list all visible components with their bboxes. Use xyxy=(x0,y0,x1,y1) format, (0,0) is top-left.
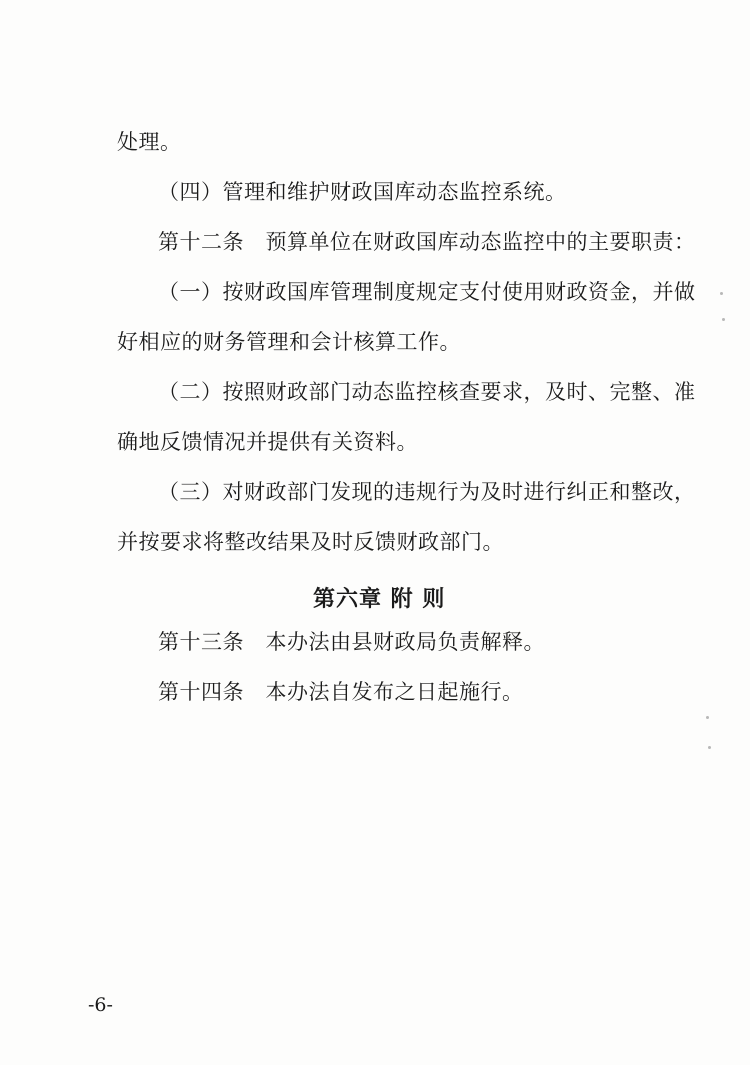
text-line-1: 处理。 xyxy=(117,130,182,154)
text-line-6: （二）按照财政部门动态监控核查要求，及时、完整、准 xyxy=(158,380,696,404)
article-12-heading: 第十二条 预算单位在财政国库动态监控中的主要职责： xyxy=(158,230,696,254)
scan-speck xyxy=(706,716,709,719)
scan-speck xyxy=(720,292,723,295)
text-line-7: 确地反馈情况并提供有关资料。 xyxy=(117,430,418,454)
text-line-9: 并按要求将整改结果及时反馈财政部门。 xyxy=(117,530,504,554)
text-line-8: （三）对财政部门发现的违规行为及时进行纠正和整改， xyxy=(158,480,696,504)
article-14: 第十四条 本办法自发布之日起施行。 xyxy=(158,680,524,704)
article-13: 第十三条 本办法由县财政局负责解释。 xyxy=(158,630,545,654)
scan-speck xyxy=(708,746,711,749)
text-line-5: 好相应的财务管理和会计核算工作。 xyxy=(117,330,461,354)
scan-speck xyxy=(722,318,725,321)
chapter-title: 第六章 附 则 xyxy=(313,587,446,612)
text-line-4: （一）按财政国库管理制度规定支付使用财政资金，并做 xyxy=(158,280,696,304)
text-line-2: （四）管理和维护财政国库动态监控系统。 xyxy=(158,180,567,204)
page-number: -6- xyxy=(88,994,113,1016)
